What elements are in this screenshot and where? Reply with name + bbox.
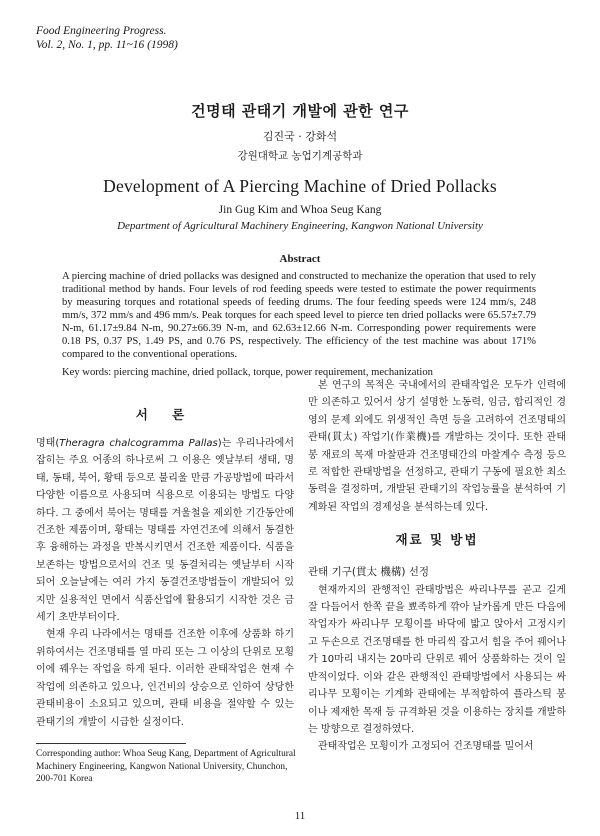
- methods-paragraph-1: 현재까지의 관행적인 관태방법은 싸리나무를 곧고 길게 잘 다듬어서 한쪽 끝을 뾰족하게 깎아 날카롭게 만든 다음에 작업자가 싸리나무 모횡이를 바닥에 밟고 앉아서 고정시키고 두손으로 건조명태를 한 마리씩 잡고서 힘을 주어 꿰어나가 10마리 내지는 20마리 단위로 꿰어 상품화하는 것이 일반적이었다. 이와 같은 관행적인 관태방법에서 사용되는 싸리나무 모횡이는 기계화 관태에는 부적합하여 플라스틱 봉이나 제재한 목재 등 규격화된 것을 이용하는 장치를 개발하는 방향으로 결정하였다.: [308, 584, 566, 735]
- intro-paragraph-3: 본 연구의 목적은 국내에서의 관태작업은 모두가 인력에만 의존하고 있어서 상기 설명한 노동력, 임금, 합리적인 경영의 문제 외에도 위생적인 측면 등을 고려하여 건조명태의 관태(貫太) 작업기(作業機)를 개발하는 것이다. 또한 관태봉 재료의 목재 마찰판과 건조명태간의 마찰계수 측정 등으로 적합한 관태방법을 선정하고, 관태기 구동에 필요한 최소 동력을 결정하며, 개발된 관태기의 작업능률을 분석하여 기계화된 작업의 경제성을 분석하는데 있다.: [308, 380, 566, 513]
- english-authors: Jin Gug Kim and Whoa Seug Kang: [218, 204, 382, 216]
- intro-paragraph-2: 현재 우리 나라에서는 명태를 건조한 이후에 상품화 하기 위하여서는 건조명태를 열 마리 또는 그 이상의 단위로 모횡이에 꿰우는 작업을 하게 된다. 이러한 관태작업은 현재 수작업에 의존하고 있으나, 인건비의 상승으로 인하여 상당한 관태비용이 소요되고 있으며, 관태 비용을 절약할 수 있는 관태기의 개발이 시급한 실정이다.: [36, 629, 294, 728]
- abstract-text: A piercing machine of dried pollacks was designed and constructed to mechanize the operation that used to rely traditional method by hands. Four levels of rod feeding speeds were tested to estimate the power requirments by measuring torques and rotational speeds of feeding drums. The four feeding speeds were 124 mm/s, 248 mm/s, 372 mm/s and 496 mm/s. Peak torques for each speed level to pierce ten dried pollacks were 65.57±7.79 N-m, 61.17±9.84 N-m, 90.27±66.39 N-m, and 62.63±12.66 N-m. Corresponding power requirements were 0.18 PS, 0.37 PS, 1.49 PS, and 0.76 PS, respectively. The efficiency of the test machine was about 171% compared to the conventional operations.: [62, 271, 536, 360]
- methods-subheading: 관태 기구(貫太 機構) 선정: [308, 566, 430, 579]
- english-affiliation: Department of Agricultural Machinery Engineering, Kangwon National University: [117, 220, 483, 232]
- journal-issue: Vol. 2, No. 1, pp. 11~16 (1998): [36, 39, 178, 51]
- species-name: Theragra chalcogramma Pallas: [59, 438, 218, 449]
- abstract-heading: Abstract: [279, 253, 321, 265]
- korean-affiliation: 강원대학교 농업기계공학과: [237, 150, 363, 162]
- intro-paragraph-1: [36, 435, 294, 626]
- korean-authors: 김진국 · 강화석: [262, 130, 338, 143]
- intro-p1-start: 명태(: [36, 438, 60, 449]
- methods-paragraph-2: 관태작업은 모횡이가 고정되어 건조명태를 밀어서: [318, 741, 534, 753]
- intro-heading: 서 론: [135, 407, 195, 422]
- intro-p1-rest: )는 우리나라에서 잡히는 주요 어종의 하나로써 그 이용은 옛날부터 생태, 명태, 동태, 북어, 황태 등으로 불리울 만큼 가공방법에 따라서 다양한 이름으로 사용되며 식용으로 이용되는 방법도 다양하다. 그 중에서 북어는 명태를 겨울철을 제외한 기간동안에 건조한 제품이며, 황태는 명태를 자연건조에 의해서 동결한 후 융해하는 과정을 반복시키면서 건조한 제품이다. 식품을 보존하는 방법으로서의 건조 및 동결처리는 옛날부터 시작되어 오늘날에는 여러 가지 동결건조방법들이 개발되어 있지만 실용적인 면에서 식품산업에 활용되기 시작한 것은 금세기 초반부터이다.: [36, 438, 295, 624]
- korean-title: 건명태 관태기 개발에 관한 연구: [191, 102, 409, 120]
- journal-name: Food Engineering Progress.: [36, 25, 167, 37]
- left-column: [36, 405, 294, 731]
- english-title: Development of A Piercing Machine of Dried Pollacks: [103, 176, 497, 196]
- journal-header: [36, 24, 178, 52]
- page-number: 11: [294, 810, 306, 822]
- methods-heading: 재료 및 방법: [395, 532, 479, 548]
- footnote-rule: [36, 743, 186, 744]
- corresponding-author-footnote: Corresponding author: Whoa Seug Kang, Department of Agricultural Machinery Engineering, Kangwon National University, Chunchon, 200-701 Korea: [36, 749, 296, 784]
- right-column: [308, 377, 566, 756]
- keywords: Key words: piercing machine, dried pollack, torque, power requirement, mechanization: [62, 367, 433, 378]
